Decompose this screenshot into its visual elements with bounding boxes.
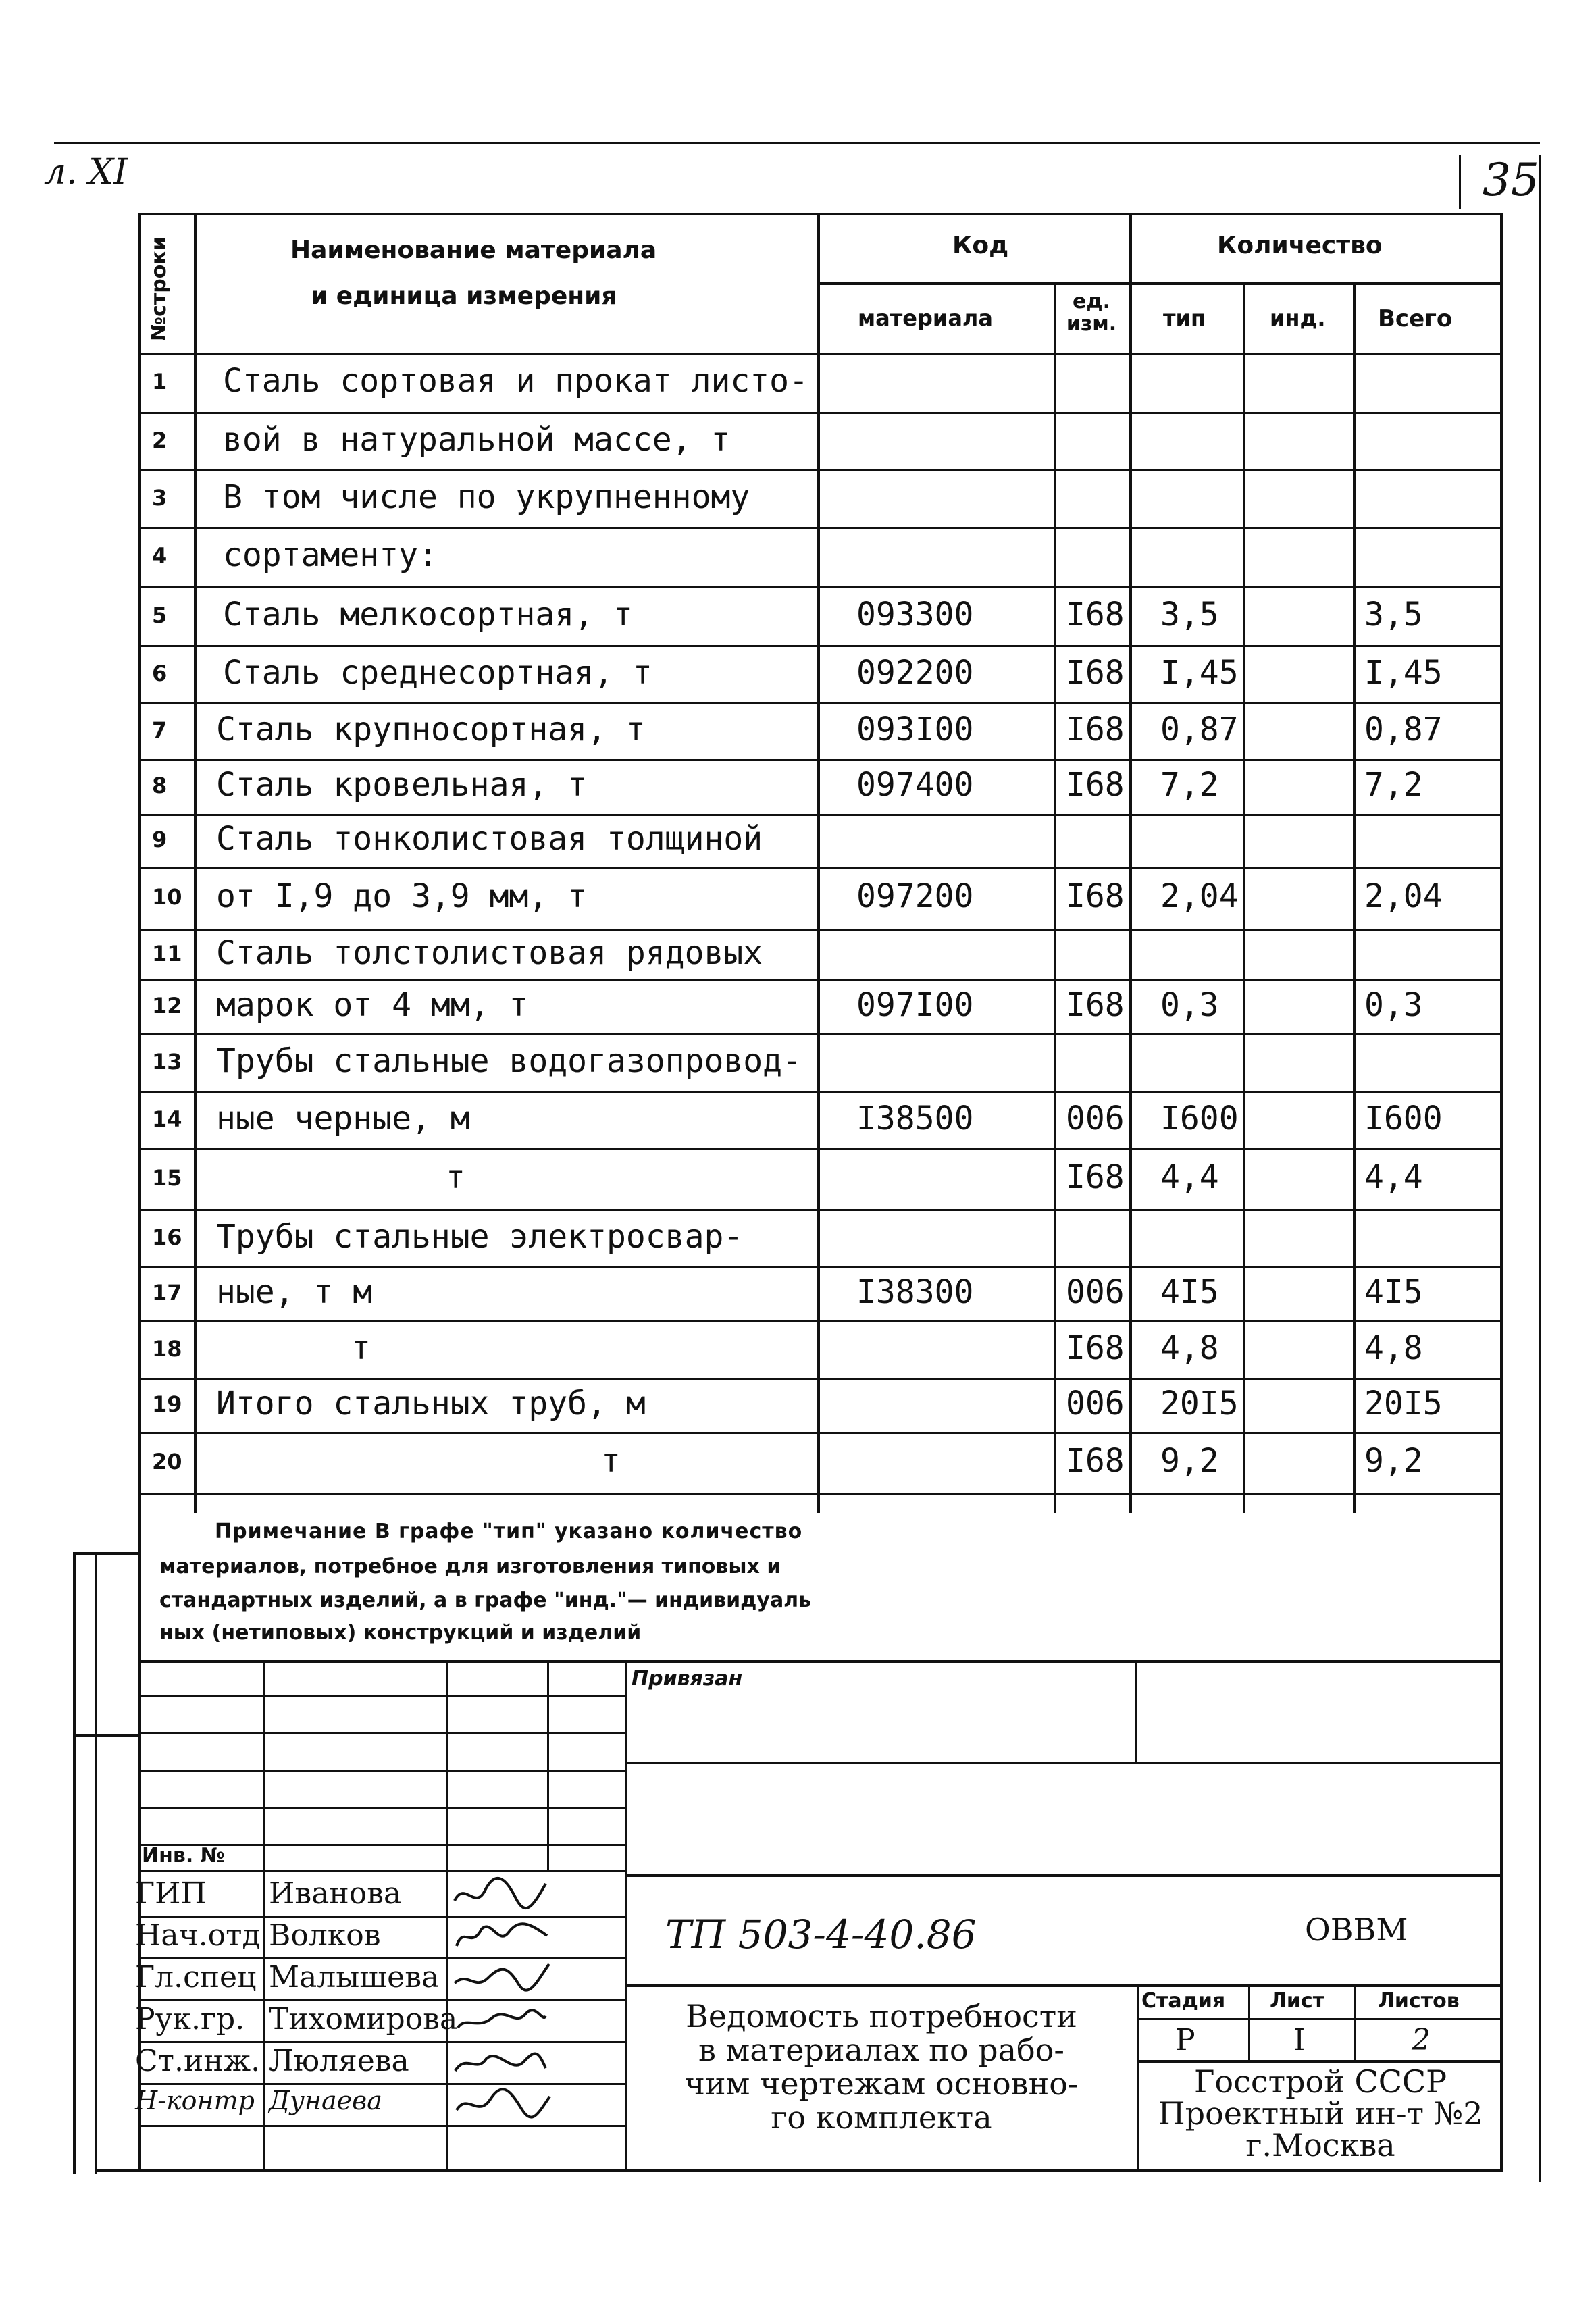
- quantity-header: Количество: [1217, 232, 1383, 259]
- qty-total: 7,2: [1364, 766, 1423, 804]
- organization-line: Проектный ин-т №2: [1158, 2095, 1483, 2132]
- material-name: Сталь тонколистовая толщиной: [216, 820, 763, 858]
- qty-total: 0,87: [1364, 710, 1443, 748]
- col-sep-name: [817, 213, 820, 1513]
- signatory-name: Люляева: [269, 2044, 409, 2078]
- sheets-value: 2: [1412, 2023, 1431, 2057]
- qty-total: I600: [1364, 1099, 1443, 1137]
- material-name: Трубы стальные электросвар-: [216, 1217, 744, 1256]
- material-code: 093300: [856, 595, 974, 634]
- material-code: 097200: [856, 877, 974, 915]
- row-divider: [138, 527, 1503, 529]
- unit-header: ед. изм.: [1066, 290, 1117, 336]
- signatory-role: ГИП: [135, 1876, 207, 1911]
- stage-bottom: [1137, 2060, 1501, 2063]
- signatory-name: Малышева: [269, 1960, 440, 1995]
- material-name: вой в натуральной массе, т: [223, 420, 731, 459]
- corner-mark: л. XI: [44, 152, 128, 192]
- stage-left: [1137, 1984, 1139, 2171]
- material-code: I38300: [856, 1273, 974, 1311]
- tb-bottom: [95, 2169, 1503, 2172]
- signature-scribble: [451, 2083, 552, 2126]
- left-strip-mid: [73, 1734, 140, 1737]
- left-strip-top: [73, 1552, 140, 1555]
- name-header-line1: Наименование материала: [290, 236, 657, 264]
- material-name: Сталь мелкосортная, т: [223, 595, 633, 634]
- qty-type: 0,87: [1160, 710, 1239, 748]
- row-divider: [138, 1091, 1503, 1093]
- material-name: Сталь кровельная, т: [216, 766, 588, 804]
- row-no-header: №строки: [147, 236, 171, 341]
- col-sep-num: [194, 213, 197, 1513]
- grid-h6: [138, 1870, 625, 1872]
- material-header: материала: [858, 305, 993, 331]
- row-number: 6: [152, 660, 168, 686]
- material-code: I38500: [856, 1099, 974, 1137]
- row-divider: [138, 1378, 1503, 1380]
- unit-code: I68: [1066, 710, 1125, 748]
- signatory-name: Тихомирова: [269, 2002, 458, 2036]
- code-header: Код: [952, 232, 1009, 259]
- material-name: В том числе по укрупненному: [223, 478, 750, 516]
- unit-code: 006: [1066, 1385, 1125, 1422]
- unit-code: I68: [1066, 986, 1125, 1024]
- privyazan-bottom: [625, 1762, 1501, 1764]
- row-divider: [138, 1209, 1503, 1211]
- qty-type: I,45: [1160, 653, 1239, 692]
- material-name: Трубы стальные водогазопровод-: [216, 1042, 802, 1080]
- row-divider: [138, 1432, 1503, 1434]
- qty-type: 20I5: [1160, 1385, 1239, 1422]
- row-number: 19: [152, 1391, 182, 1417]
- organization-line: Госстрой СССР: [1193, 2063, 1447, 2100]
- signature-scribble: [451, 1999, 552, 2042]
- row-divider: [138, 412, 1503, 414]
- note-line1: Примечание В графе "тип" указано количество: [215, 1520, 803, 1543]
- signatory-name: Дунаева: [269, 2086, 382, 2115]
- unit-code: I68: [1066, 1158, 1125, 1196]
- row-number: 14: [152, 1106, 182, 1132]
- grid-v1: [263, 1660, 265, 1871]
- qty-total: 4,8: [1364, 1329, 1423, 1367]
- tb-top: [138, 1660, 1503, 1663]
- row-number: 7: [152, 717, 168, 743]
- qty-total: 2,04: [1364, 877, 1443, 915]
- row-divider: [138, 702, 1503, 704]
- signature-scribble: [451, 1916, 552, 1959]
- material-name: т: [601, 1442, 621, 1480]
- row-divider: [138, 1320, 1503, 1322]
- row-divider: [138, 1033, 1503, 1035]
- qty-total: 4I5: [1364, 1273, 1423, 1311]
- material-name: Сталь крупносортная, т: [216, 710, 646, 748]
- material-name: т: [351, 1329, 371, 1367]
- signature-scribble: [451, 1957, 552, 2001]
- unit-code: I68: [1066, 1329, 1125, 1367]
- row-number: 18: [152, 1335, 182, 1362]
- col-sep-ind: [1353, 284, 1356, 1513]
- header-mid: [817, 282, 1501, 285]
- privyazan-label: Привязан: [632, 1667, 743, 1691]
- grid-v3: [547, 1660, 549, 1871]
- signatory-name: Иванова: [269, 1876, 402, 1911]
- sheet-value: I: [1293, 2023, 1306, 2057]
- qty-type: 9,2: [1160, 1442, 1219, 1480]
- left-strip-outer: [73, 1552, 76, 2174]
- signatory-role: Гл.спец: [135, 1960, 257, 1995]
- qty-total: 9,2: [1364, 1442, 1423, 1480]
- unit-code: 006: [1066, 1099, 1125, 1137]
- right-edge-rule: [1539, 155, 1541, 2182]
- section-code: ОВВМ: [1305, 1911, 1408, 1948]
- doc-code: ТП 503-4-40.86: [665, 1911, 977, 1957]
- col-sep-unit: [1129, 213, 1132, 1513]
- signatory-name: Волков: [269, 1918, 381, 1953]
- row-divider: [138, 586, 1503, 588]
- material-code: 097400: [856, 766, 974, 804]
- grid-h3: [138, 1770, 625, 1772]
- material-name: ные, т м: [216, 1273, 373, 1311]
- material-name: Сталь толстолистовая рядовых: [216, 933, 763, 972]
- row-divider: [138, 979, 1503, 981]
- qty-type: 4,8: [1160, 1329, 1219, 1367]
- name-header-line2: и единица измерения: [311, 282, 617, 310]
- page-number: 35: [1483, 154, 1539, 206]
- qty-total: I,45: [1364, 653, 1443, 692]
- total-header: Всего: [1378, 305, 1453, 332]
- row-number: 20: [152, 1449, 182, 1474]
- row-divider: [138, 814, 1503, 816]
- row-number: 16: [152, 1224, 182, 1250]
- row-number: 4: [152, 543, 168, 569]
- qty-type: 4,4: [1160, 1158, 1219, 1196]
- row-number: 3: [152, 484, 168, 511]
- doc-title-line: чим чертежам основно-: [684, 2065, 1079, 2102]
- row-number: 10: [152, 884, 182, 910]
- qty-total: 0,3: [1364, 986, 1423, 1024]
- header-bottom: [138, 353, 1503, 355]
- top-rule: [54, 142, 1540, 144]
- material-code: 093I00: [856, 710, 974, 748]
- material-name: сортаменту:: [223, 536, 438, 574]
- grid-h1: [138, 1695, 625, 1697]
- row-number: 11: [152, 940, 182, 967]
- grid-h2: [138, 1732, 625, 1734]
- unit-code: I68: [1066, 595, 1125, 634]
- doc-title-line: в материалах по рабо-: [698, 2032, 1064, 2068]
- ind-header: инд.: [1270, 305, 1326, 331]
- stage-sep2: [1354, 1984, 1356, 2060]
- stage-value: Р: [1175, 2023, 1195, 2057]
- qty-type: 3,5: [1160, 595, 1219, 634]
- row-number: 9: [152, 827, 168, 852]
- material-name: Итого стальных труб, м: [216, 1385, 646, 1422]
- row-divider: [138, 645, 1503, 647]
- material-name: от I,9 до 3,9 мм, т: [216, 877, 588, 915]
- material-code: 092200: [856, 653, 974, 692]
- signature-scribble: [451, 2041, 552, 2084]
- grid-v4: [625, 1660, 627, 2171]
- stage-hdr-bottom: [1137, 2018, 1501, 2020]
- row-number: 5: [152, 602, 168, 628]
- doc-code-top: [625, 1874, 1501, 1877]
- unit-code: I68: [1066, 766, 1125, 804]
- unit-code: 006: [1066, 1273, 1125, 1311]
- table-right: [1500, 213, 1503, 1510]
- unit-code: I68: [1066, 877, 1125, 915]
- unit-code: I68: [1066, 1442, 1125, 1480]
- col-sep-type: [1243, 284, 1245, 1513]
- material-name: ные черные, м: [216, 1099, 470, 1137]
- stage-sep1: [1248, 1984, 1250, 2060]
- row-number: 1: [152, 369, 168, 394]
- row-divider: [138, 929, 1503, 931]
- organization-line: г.Москва: [1245, 2127, 1395, 2163]
- qty-total: 4,4: [1364, 1158, 1423, 1196]
- sheets-label: Листов: [1378, 1989, 1460, 2013]
- signatory-role: Нач.отд: [135, 1918, 261, 1953]
- doc-title-line: го комплекта: [771, 2099, 992, 2136]
- qty-total: 3,5: [1364, 595, 1423, 634]
- row-number: 15: [152, 1165, 182, 1191]
- qty-type: 2,04: [1160, 877, 1239, 915]
- qty-total: 20I5: [1364, 1385, 1443, 1422]
- tb-right: [1500, 1510, 1503, 2171]
- material-name: Сталь среднесортная, т: [223, 653, 652, 692]
- row-number: 12: [152, 993, 182, 1019]
- qty-type: 0,3: [1160, 986, 1219, 1024]
- privyazan-divider: [1135, 1660, 1137, 1762]
- col-sep-code: [1054, 284, 1056, 1513]
- doc-code-bottom: [625, 1984, 1501, 1987]
- row-number: 2: [152, 427, 168, 453]
- grid-h4: [138, 1807, 625, 1809]
- note-line3: стандартных изделий, а в графе "инд."— индивидуаль: [159, 1589, 812, 1612]
- material-name: т: [446, 1158, 465, 1196]
- doc-title-line: Ведомость потребности: [686, 1998, 1077, 2034]
- row-divider: [138, 469, 1503, 471]
- note-line4: ных (нетиповых) конструкций и изделий: [159, 1621, 642, 1645]
- material-code: 097I00: [856, 986, 974, 1024]
- table-top: [138, 213, 1503, 215]
- page-number-divider: [1459, 155, 1461, 209]
- qty-type: 7,2: [1160, 766, 1219, 804]
- row-divider: [138, 1148, 1503, 1150]
- sheet-label: Лист: [1270, 1989, 1325, 2013]
- signature-scribble: [451, 1874, 552, 1917]
- table-left: [138, 213, 141, 1510]
- row-divider: [138, 1493, 1503, 1495]
- material-name: марок от 4 мм, т: [216, 986, 529, 1024]
- type-header: тип: [1163, 305, 1206, 331]
- signatory-role: Н-контр: [135, 2086, 255, 2115]
- material-name: Сталь сортовая и прокат листо-: [223, 362, 808, 400]
- row-divider: [138, 759, 1503, 761]
- signatory-role: Рук.гр.: [135, 2002, 245, 2036]
- qty-type: I600: [1160, 1099, 1239, 1137]
- row-divider: [138, 867, 1503, 869]
- row-number: 17: [152, 1280, 182, 1306]
- row-number: 8: [152, 773, 168, 798]
- signatory-role: Ст.инж.: [135, 2044, 261, 2078]
- row-divider: [138, 1266, 1503, 1268]
- unit-code: I68: [1066, 653, 1125, 692]
- qty-type: 4I5: [1160, 1273, 1219, 1311]
- left-strip-inner: [95, 1552, 97, 2174]
- stage-label: Стадия: [1141, 1989, 1226, 2013]
- note-line2: материалов, потребное для изготовления типовых и: [159, 1555, 781, 1578]
- row-number: 13: [152, 1048, 182, 1075]
- grid-v2: [446, 1660, 448, 1871]
- inv-no-label: Инв. №: [142, 1844, 225, 1868]
